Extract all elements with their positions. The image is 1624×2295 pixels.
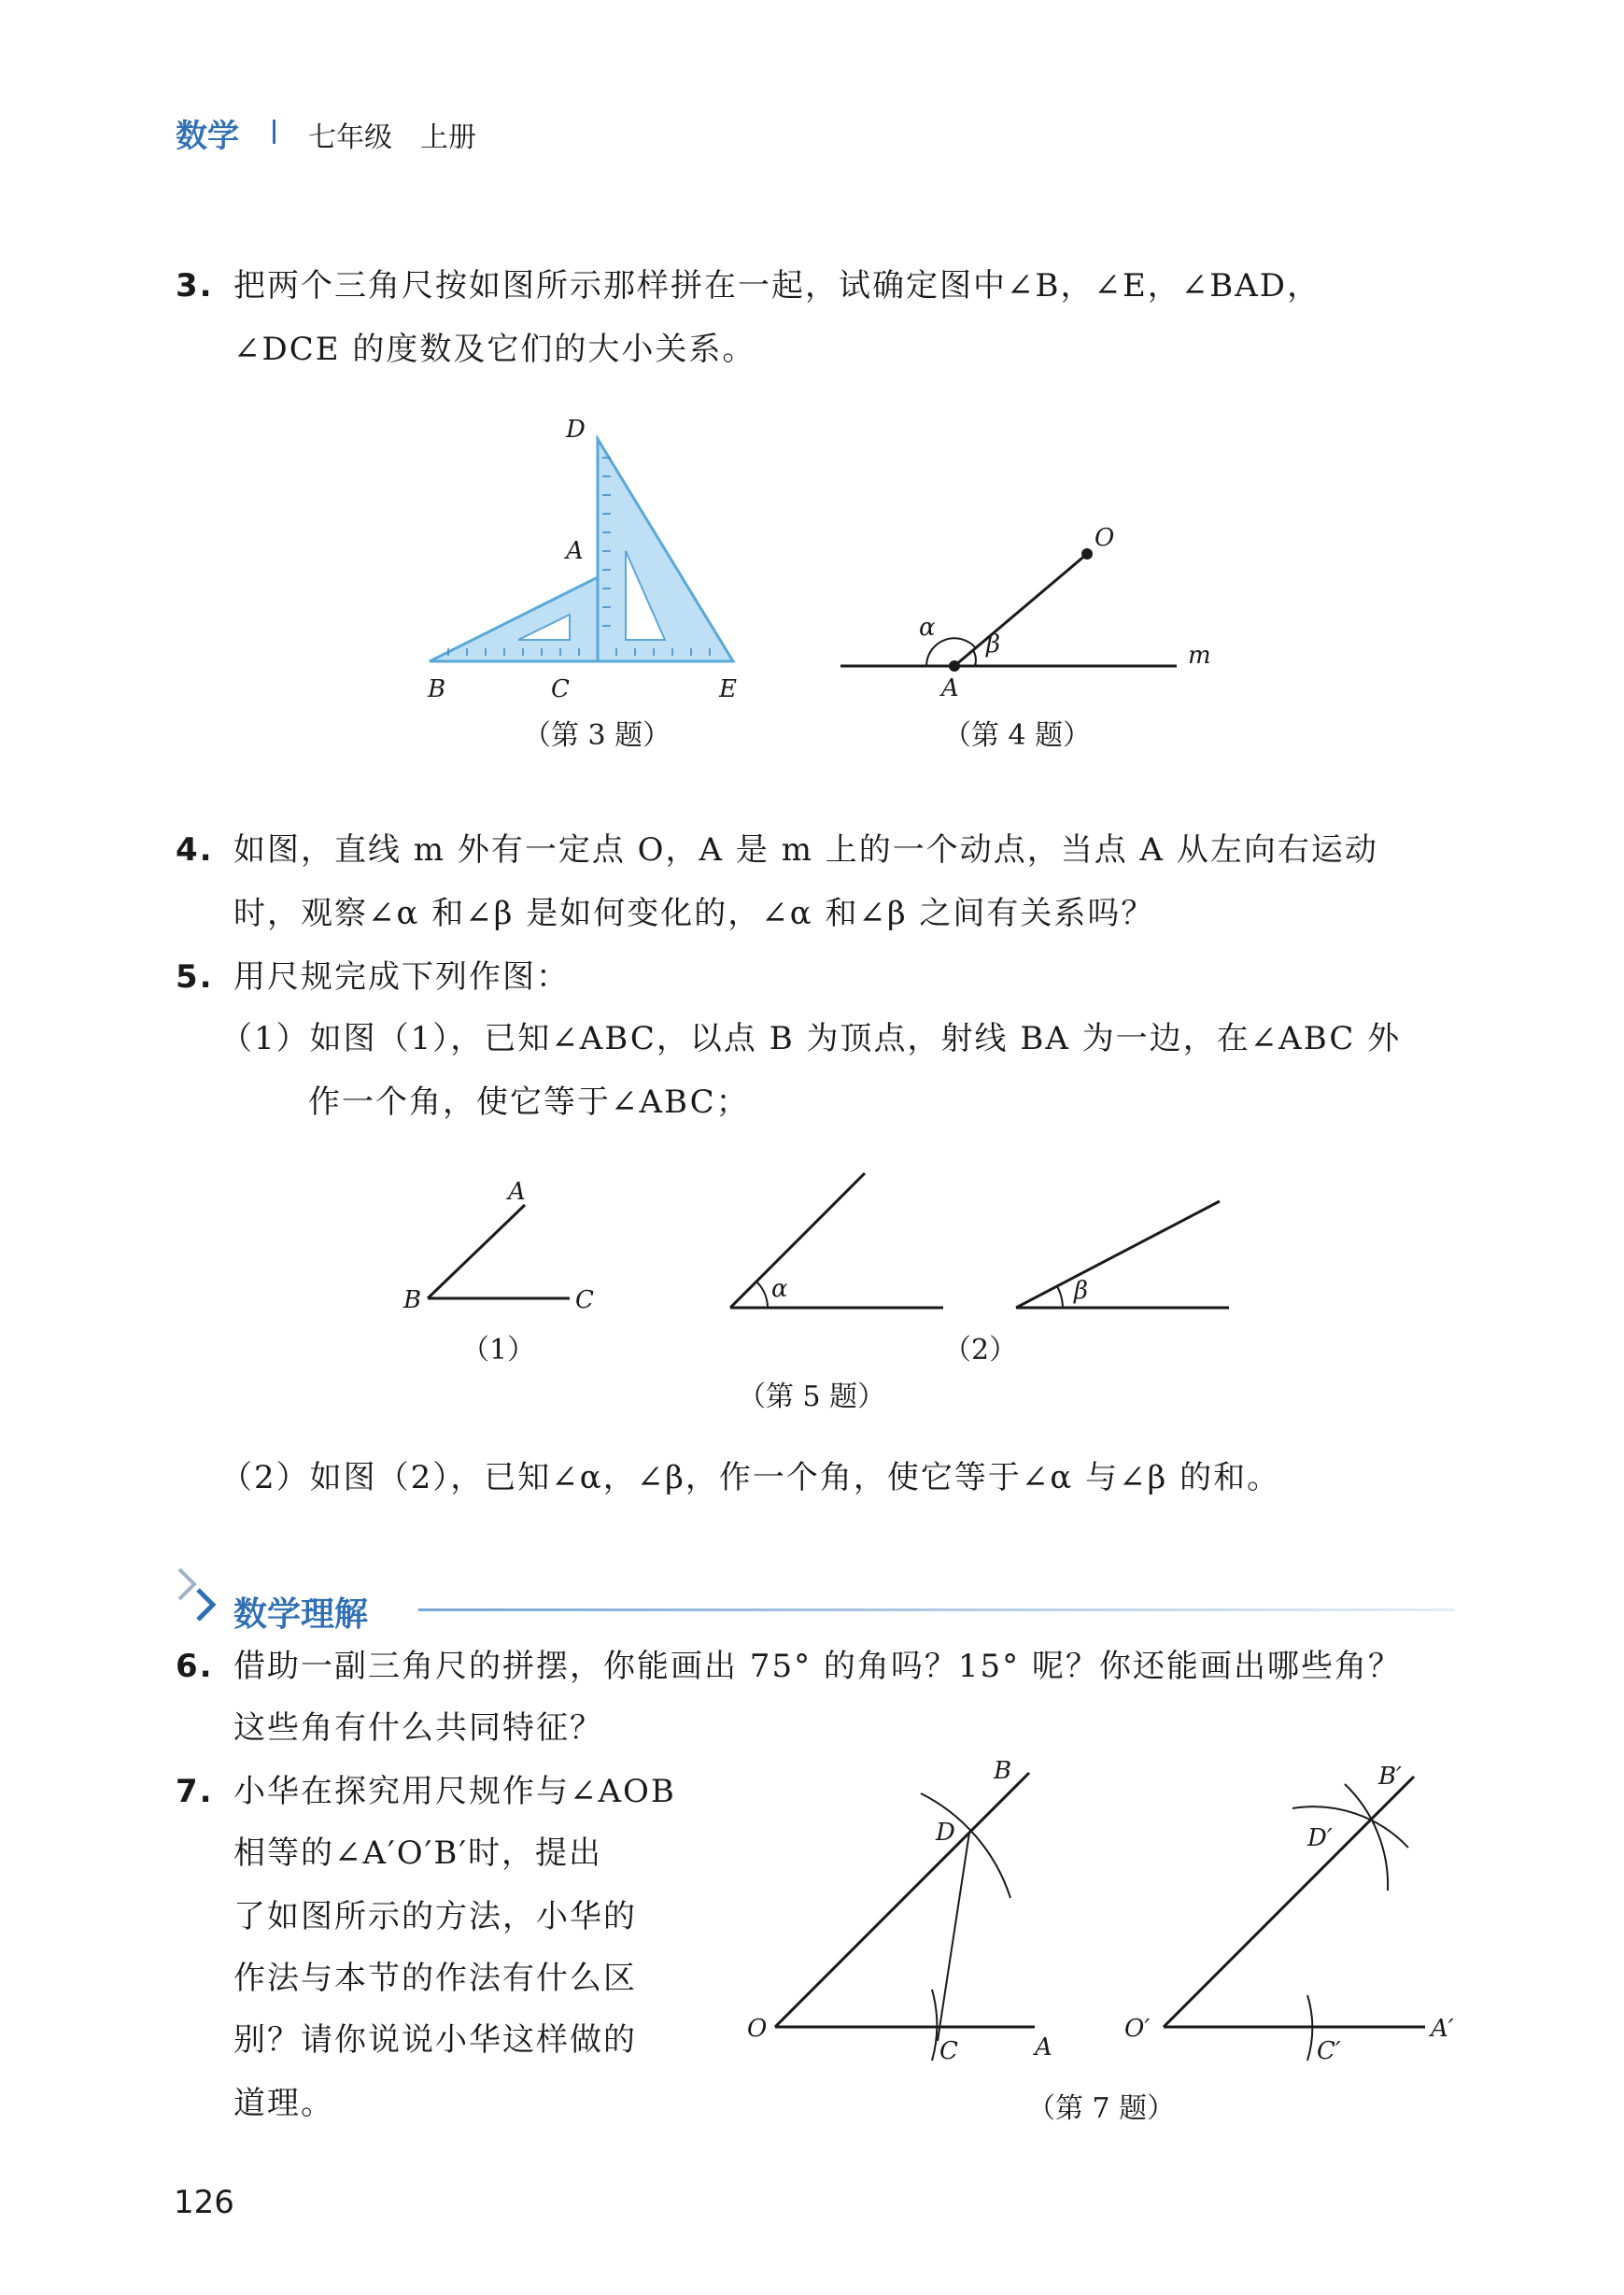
q3-line2: ∠DCE 的度数及它们的大小关系。 xyxy=(233,331,756,368)
fig7-angle-aob xyxy=(738,1756,1055,2074)
fig3-label-d: D xyxy=(566,416,586,444)
q7-line5: 别？请你说说小华这样做的 xyxy=(233,2021,637,2059)
fig7-label-o2: O′ xyxy=(1124,2015,1151,2043)
fig5-caption: （第 5 题） xyxy=(738,1381,886,1413)
section-rule xyxy=(418,1608,1455,1611)
header-separator xyxy=(273,120,275,144)
fig5-2-alpha-ray-upper xyxy=(730,1173,865,1308)
q7-line1: 小华在探究用尺规作与∠AOB xyxy=(233,1773,676,1810)
fig4-caption: （第 4 题） xyxy=(943,719,1092,752)
fig7-arc-at-d xyxy=(921,1793,1010,1898)
section-chevron-front-icon xyxy=(198,1590,213,1620)
q6-line2: 这些角有什么共同特征？ xyxy=(233,1709,603,1747)
fig3-label-c: C xyxy=(551,675,570,703)
fig5-1-angle-abc xyxy=(392,1168,616,1317)
fig5-2-beta-ray-upper xyxy=(1016,1201,1220,1308)
fig5-1-caption: （1） xyxy=(461,1334,536,1367)
q7-line3: 了如图所示的方法，小华的 xyxy=(233,1898,637,1935)
fig4-point-o xyxy=(1081,548,1093,560)
fig3-caption: （第 3 题） xyxy=(523,719,671,752)
fig5-2-caption: （2） xyxy=(943,1334,1018,1367)
fig7-label-b2: B′ xyxy=(1378,1763,1403,1791)
fig4-point-a xyxy=(949,660,960,672)
fig5-1-ray-ba xyxy=(428,1205,525,1298)
fig3-label-b: B xyxy=(428,675,446,703)
fig3-set-squares xyxy=(411,411,756,710)
fig7-label-c2: C′ xyxy=(1317,2037,1341,2065)
q4-line1: 如图，直线 m 外有一定点 O，A 是 m 上的一个动点，当点 A 从左向右运动 xyxy=(233,831,1378,869)
q6-line1: 借助一副三角尺的拼摆，你能画出 75° 的角吗？15° 呢？你还能画出哪些角？ xyxy=(233,1648,1402,1685)
fig4-label-o: O xyxy=(1094,524,1115,552)
q5-line1: 用尺规完成下列作图： xyxy=(233,958,570,996)
fig4-arc-beta xyxy=(973,650,976,666)
q6-number: 6. xyxy=(176,1648,214,1685)
fig4-label-alpha: α xyxy=(919,614,936,642)
header-subject: 数学 xyxy=(176,118,239,155)
fig3-label-a: A xyxy=(566,537,584,565)
q3-line1: 把两个三角尺按如图所示那样拼在一起，试确定图中∠B，∠E，∠BAD， xyxy=(233,267,1321,305)
header-book: 七年级 上册 xyxy=(308,121,476,154)
fig7-caption: （第 7 题） xyxy=(1027,2092,1176,2125)
fig7-label-o: O xyxy=(747,2015,768,2043)
q5-part2: （2）如图（2），已知∠α，∠β，作一个角，使它等于∠α 与∠β 的和。 xyxy=(220,1459,1281,1496)
q5-part1-line2: 作一个角，使它等于∠ABC； xyxy=(308,1084,750,1121)
section-chevron-back-icon xyxy=(179,1569,194,1599)
q4-line2: 时，观察∠α 和∠β 是如何变化的，∠α 和∠β 之间有关系吗？ xyxy=(233,895,1155,932)
q7-number: 7. xyxy=(176,1773,214,1810)
fig7-label-b: B xyxy=(994,1757,1012,1785)
fig4-label-beta: β xyxy=(986,630,1001,659)
fig5-2-arc-alpha xyxy=(756,1282,768,1308)
fig3-triangle-small xyxy=(430,577,598,661)
fig5-1-label-c: C xyxy=(575,1286,594,1314)
fig5-1-label-b: B xyxy=(403,1286,422,1314)
q7-line4: 作法与本节的作法有什么区 xyxy=(233,1960,637,1997)
fig5-2-arc-beta xyxy=(1057,1286,1063,1308)
fig7-label-c: C xyxy=(939,2037,958,2065)
fig7-segment-dc xyxy=(938,1833,969,2041)
q5-part1-line1: （1）如图（1），已知∠ABC，以点 B 为顶点，射线 BA 为一边，在∠ABC 外 xyxy=(220,1020,1402,1057)
section-chevron-icon xyxy=(174,1565,230,1631)
fig7-label-a: A xyxy=(1035,2033,1052,2061)
q7-line2: 相等的∠A′O′B′时，提出 xyxy=(233,1835,603,1872)
section-title: 数学理解 xyxy=(233,1595,369,1634)
q3-number: 3. xyxy=(176,267,214,305)
fig7-arc-at-c xyxy=(932,1990,937,2061)
fig4-label-a: A xyxy=(941,674,959,702)
fig7-ray-ob xyxy=(775,1773,1029,2027)
q4-number: 4. xyxy=(176,831,214,869)
q7-line6: 道理。 xyxy=(233,2085,334,2122)
page-number: 126 xyxy=(174,2184,234,2221)
q5-number: 5. xyxy=(176,958,214,996)
fig4-label-m: m xyxy=(1188,642,1211,670)
fig4-ray-ao xyxy=(954,554,1087,666)
fig7-label-d: D xyxy=(936,1819,955,1847)
fig5-1-label-a: A xyxy=(508,1178,526,1206)
fig3-triangle-tall xyxy=(598,439,733,661)
fig3-label-e: E xyxy=(719,675,737,703)
fig7-label-d2: D′ xyxy=(1307,1824,1333,1852)
fig4-angles-diagram xyxy=(822,514,1242,710)
fig5-2-angles-alpha-beta xyxy=(719,1158,1242,1317)
fig7-label-a2: A′ xyxy=(1431,2015,1454,2043)
fig7-ray-o2b2 xyxy=(1164,1777,1414,2027)
fig7-angle-a2o2b2 xyxy=(1121,1756,1476,2074)
fig5-2-label-alpha: α xyxy=(771,1275,788,1303)
fig5-2-label-beta: β xyxy=(1074,1277,1089,1305)
